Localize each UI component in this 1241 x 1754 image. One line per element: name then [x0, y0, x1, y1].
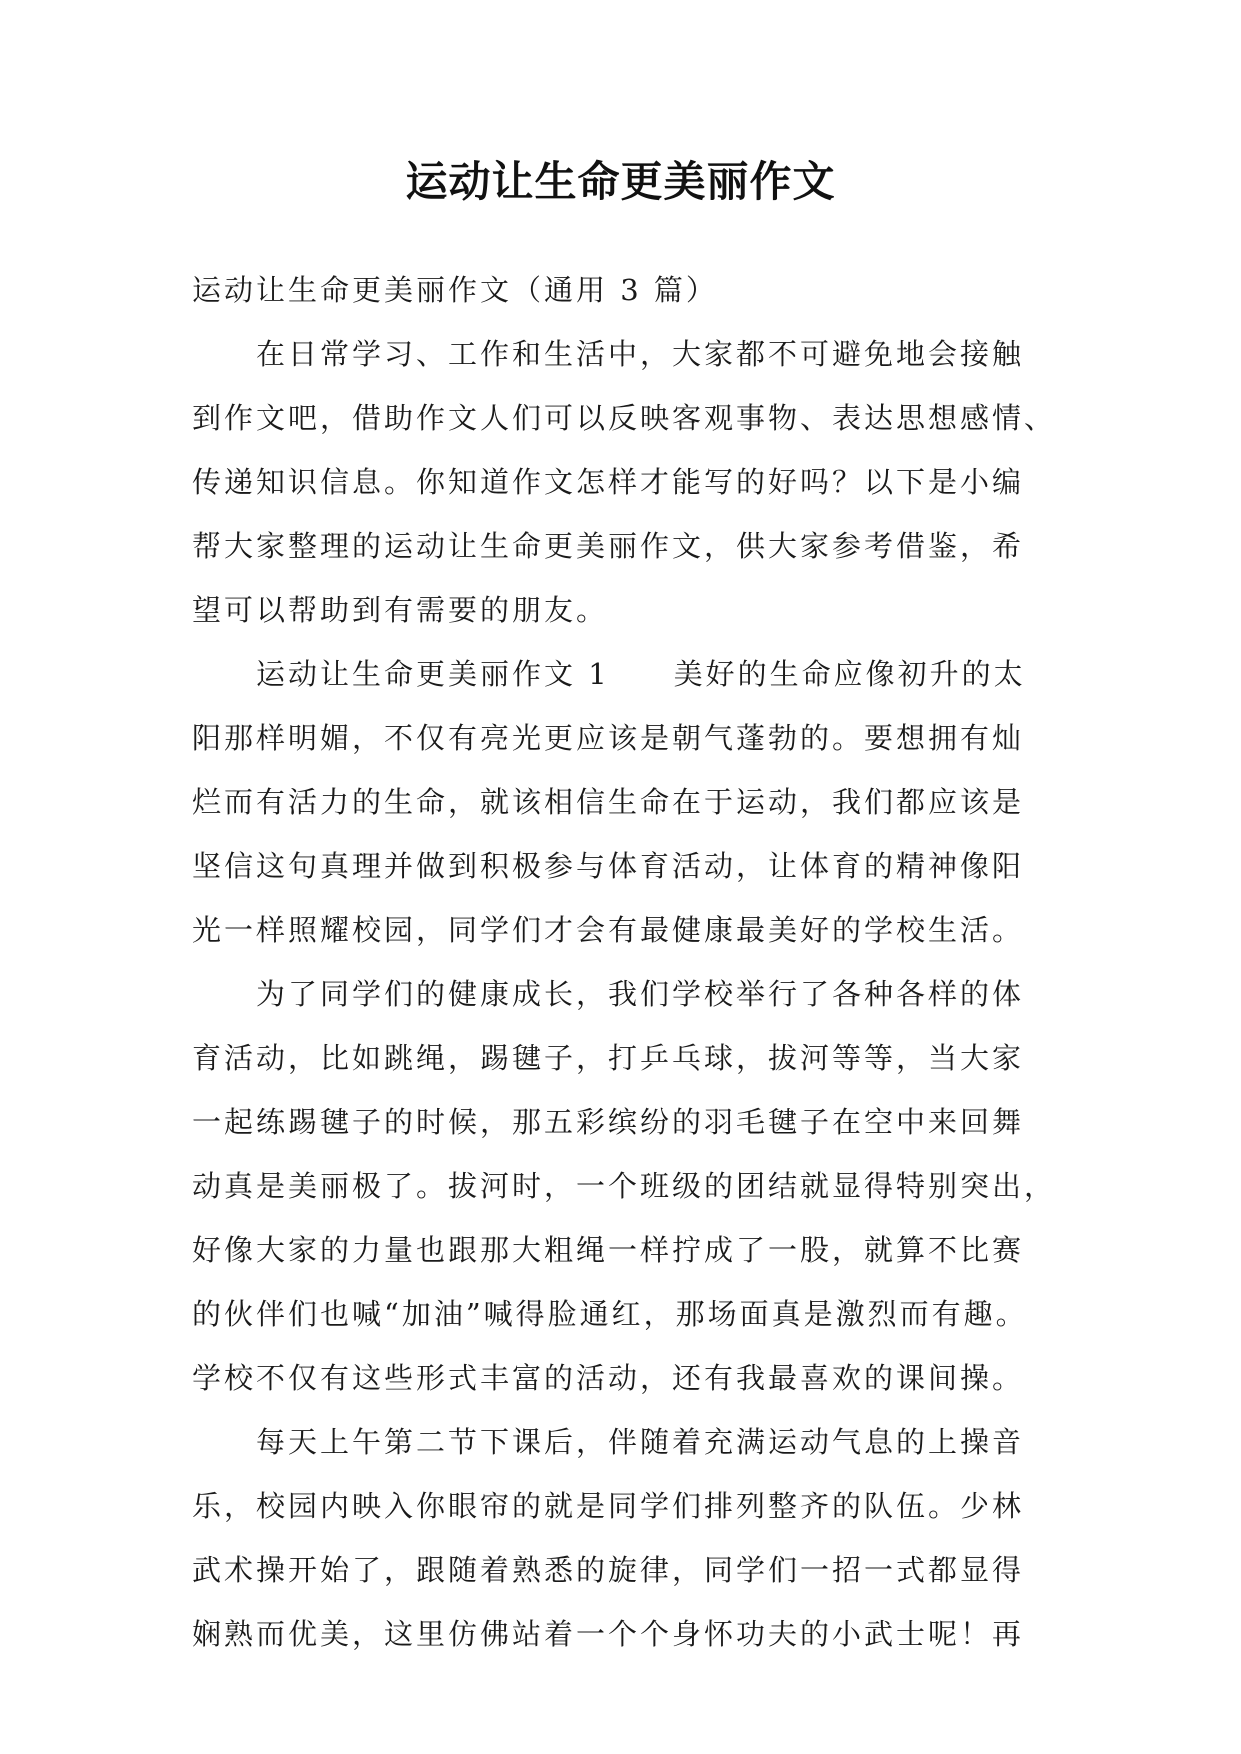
paragraph-line: 武术操开始了，跟随着熟悉的旋律，同学们一招一式都显得	[192, 1553, 1025, 1587]
paragraph-line: 好像大家的力量也跟那大粗绳一样拧成了一股，就算不比赛	[192, 1233, 1025, 1267]
paragraph-line: 坚信这句真理并做到积极参与体育活动，让体育的精神像阳	[192, 849, 1025, 883]
paragraph-line: 动真是美丽极了。拔河时，一个班级的团结就显得特别突出，	[192, 1169, 1057, 1203]
paragraph-line: 娴熟而优美，这里仿佛站着一个个身怀功夫的小武士呢！再	[192, 1617, 1025, 1651]
document-title: 运动让生命更美丽作文	[405, 157, 836, 206]
paragraph-line: 望可以帮助到有需要的朋友。	[192, 593, 609, 627]
subtitle-line: 运动让生命更美丽作文（通用 3 篇）	[192, 273, 718, 307]
paragraph-line: 帮大家整理的运动让生命更美丽作文，供大家参考借鉴，希	[192, 529, 1025, 563]
paragraph-line: 烂而有活力的生命，就该相信生命在于运动，我们都应该是	[192, 785, 1025, 819]
paragraph-line: 的伙伴们也喊“加油”喊得脸通红，那场面真是激烈而有趣。	[192, 1297, 1028, 1331]
paragraph-line: 育活动，比如跳绳，踢毽子，打乒乓球，拔河等等，当大家	[192, 1041, 1025, 1075]
paragraph-line: 到作文吧，借助作文人们可以反映客观事物、表达思想感情、	[192, 401, 1057, 435]
paragraph-line: 在日常学习、工作和生活中，大家都不可避免地会接触	[256, 337, 1025, 371]
paragraph-line: 传递知识信息。你知道作文怎样才能写的好吗？以下是小编	[192, 465, 1025, 499]
paragraph-line: 一起练踢毽子的时候，那五彩缤纷的羽毛毽子在空中来回舞	[192, 1105, 1025, 1139]
paragraph-line: 每天上午第二节下课后，伴随着充满运动气息的上操音	[256, 1425, 1025, 1459]
paragraph-line: 为了同学们的健康成长，我们学校举行了各种各样的体	[256, 977, 1025, 1011]
paragraph-line: 运动让生命更美丽作文 1 美好的生命应像初升的太	[256, 657, 1026, 691]
paragraph-line: 阳那样明媚，不仅有亮光更应该是朝气蓬勃的。要想拥有灿	[192, 721, 1025, 755]
document-body	[192, 258, 1057, 1666]
paragraph-line: 学校不仅有这些形式丰富的活动，还有我最喜欢的课间操。	[192, 1361, 1025, 1395]
paragraph-line: 乐，校园内映入你眼帘的就是同学们排列整齐的队伍。少林	[192, 1489, 1025, 1523]
paragraph-line: 光一样照耀校园，同学们才会有最健康最美好的学校生活。	[192, 913, 1025, 947]
